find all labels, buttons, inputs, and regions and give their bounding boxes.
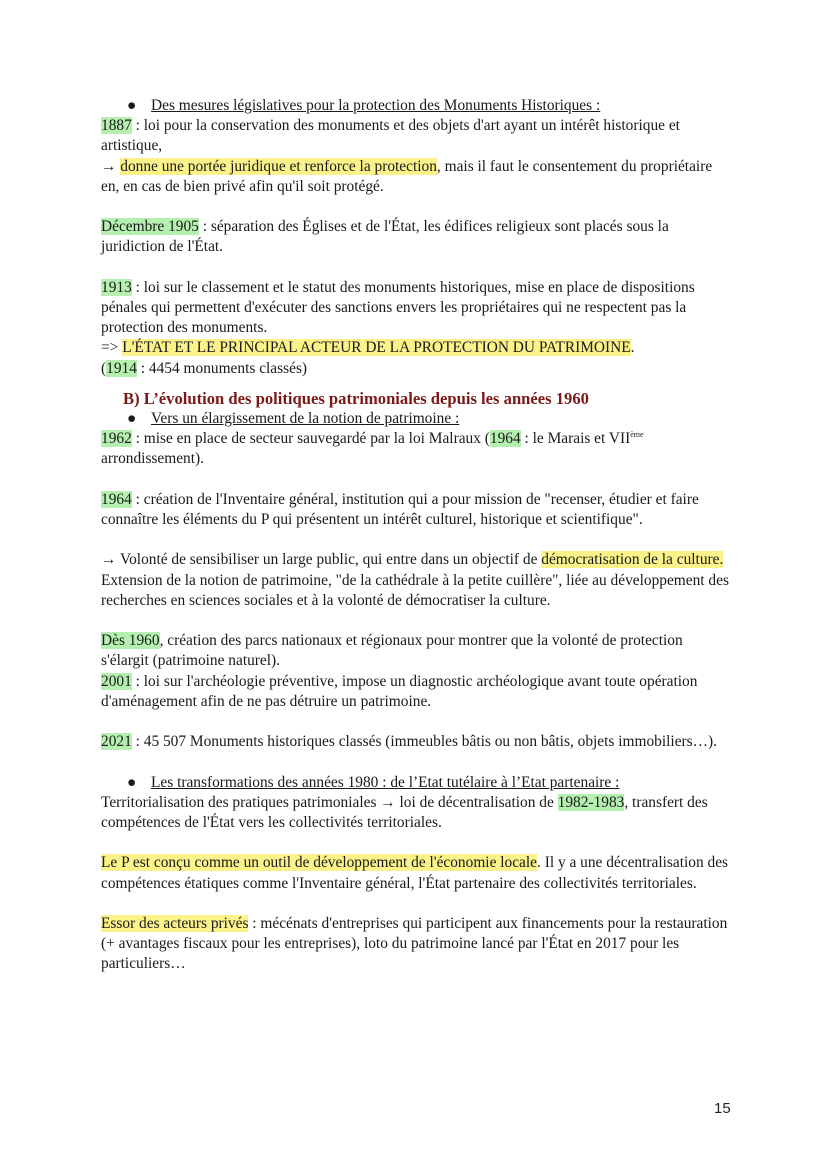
section-heading-b: B) L’évolution des politiques patrimoniales depuis les années 1960: [123, 388, 589, 408]
paragraph-1962: 1962 : mise en place de secteur sauvegardé par la loi Malraux (1964 : le Marais et VIIème arrondissement).: [101, 430, 644, 468]
year-highlight: 1962: [101, 430, 132, 448]
bullet-elargissement: [101, 409, 731, 429]
year-highlight: 2021: [101, 733, 132, 751]
paragraph-1964: 1964 : création de l'Inventaire général, institution qui a pour mission de "recenser, étudier et faire connaître les éléments du P qui présentent un intérêt culturel, historique et scientifique".: [101, 490, 699, 529]
year-highlight: 1887: [101, 117, 132, 135]
paragraph-volonte: → Volonté de sensibiliser un large public, qui entre dans un objectif de démocratisation de la culture.: [101, 551, 724, 569]
paragraph-territorialisation: Territorialisation des pratiques patrimoniales → loi de décentralisation de 1982-1983, transfert des compétences de l'État vers les collectivités territoriales.: [101, 793, 708, 831]
bullet-label: Vers un élargissement de la notion de patrimoine :: [151, 410, 460, 428]
bullet-dot-icon: ●: [127, 97, 137, 114]
paragraph-essor: Essor des acteurs privés : mécénats d'entreprises qui participent aux financements pour la restauration (+ avantages fiscaux pour les entreprises), loto du patrimoine lancé par l'État en 2017 pour les particuliers…: [101, 914, 728, 973]
paragraph-1887: 1887 : loi pour la conservation des monuments et des objets d'art ayant un intérêt historique et artistique, → donne une portée juridique et renforce la protection, mais il faut le consentement du propriétaire en, en cas de bien privé afin qu'il soit protégé.: [101, 117, 713, 195]
arrow-icon: →: [101, 551, 120, 569]
key-highlight: Le P est conçu comme un outil de développement de l'économie locale: [101, 854, 537, 872]
year-highlight: 2001: [101, 672, 132, 690]
year-highlight: 1913: [101, 278, 132, 296]
key-highlight: démocratisation de la culture.: [541, 551, 724, 569]
year-highlight: 1964: [489, 430, 521, 448]
paragraph-1905: Décembre 1905 : séparation des Églises et de l'État, les édifices religieux sont placés sous la juridiction de l'État.: [101, 218, 669, 256]
key-highlight: L'ÉTAT ET LE PRINCIPAL ACTEUR DE LA PROTECTION DU PATRIMOINE: [122, 339, 631, 357]
date-highlight: Décembre 1905: [101, 218, 199, 236]
arrow-icon: →: [101, 157, 121, 175]
paragraph-extension: Extension de la notion de patrimoine, "de la cathédrale à la petite cuillère", liée au développement des recherches en sciences sociales et à la volonté de démocratiser la culture.: [101, 571, 729, 609]
paragraph-2001: 2001 : loi sur l'archéologie préventive, impose un diagnostic archéologique avant toute opération d'aménagement afin de ne pas détruire un patrimoine.: [101, 672, 698, 710]
paragraph-1913: 1913 : loi sur le classement et le statut des monuments historiques, mise en place de dispositions pénales qui permettent d'exécuter des sanctions envers les propriétaires qui ne respectent pas la protection des monuments. => L'ÉTAT ET LE PRINCIPAL ACTEUR DE LA PROTECTION DU PATRIMOINE. (1914 : 4454 monuments classés): [101, 278, 695, 377]
paragraph-1960: Dès 1960, création des parcs nationaux et régionaux pour montrer que la volonté de protection s'élargit (patrimoine naturel).: [101, 632, 683, 670]
bullet-dot-icon: ●: [127, 410, 137, 428]
bullet-dot-icon: ●: [127, 773, 137, 791]
date-highlight: Dès 1960: [101, 632, 160, 650]
year-highlight: 1964: [101, 490, 132, 508]
key-highlight: donne une portée juridique et renforce la protection: [120, 157, 437, 175]
key-highlight: Essor des acteurs privés: [101, 914, 249, 932]
bullet-legislative: [101, 96, 731, 116]
page-number: 15: [714, 1100, 731, 1117]
bullet-label: Des mesures législatives pour la protection des Monuments Historiques :: [151, 97, 601, 114]
year-highlight: 1982-1983: [557, 793, 625, 811]
paragraph-2021: 2021 : 45 507 Monuments historiques classés (immeubles bâtis ou non bâtis, objets immobiliers…).: [101, 733, 718, 751]
document-body: [101, 96, 731, 975]
bullet-transformations: [101, 773, 731, 793]
year-highlight: 1914: [106, 359, 137, 377]
paragraph-outil: Le P est conçu comme un outil de développement de l'économie locale. Il y a une décentralisation des compétences étatiques comme l'Inventaire général, l'État partenaire des collectivités territoriales.: [101, 854, 729, 892]
bullet-label: Les transformations des années 1980 : de l’Etat tutélaire à l’Etat partenaire :: [151, 773, 620, 791]
